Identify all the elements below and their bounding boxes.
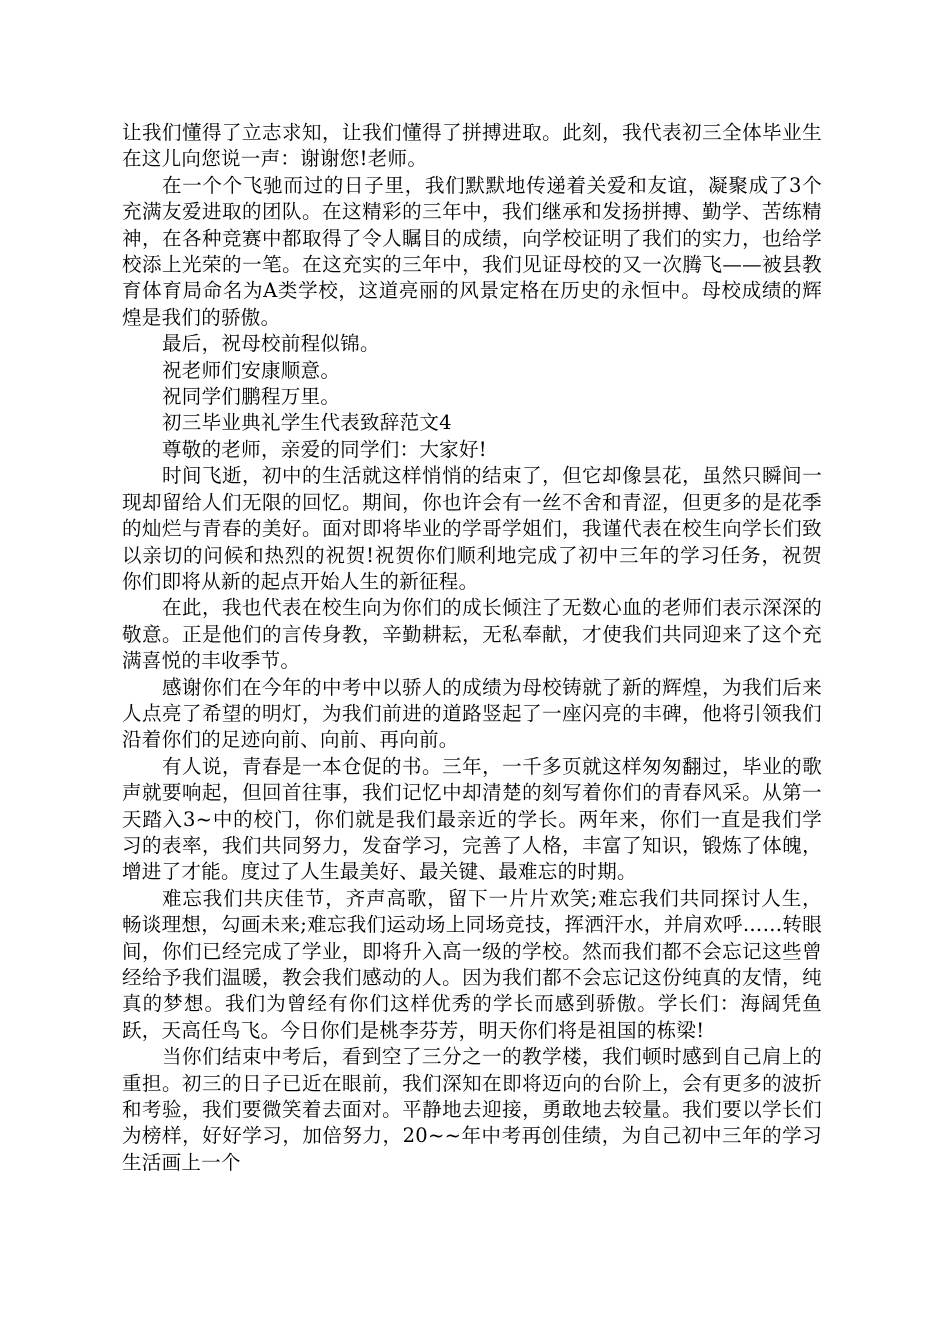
body-paragraph: 初三毕业典礼学生代表致辞范文4 xyxy=(161,411,452,435)
body-paragraph: 时间飞逝，初中的生活就这样悄悄的结束了，但它却像昙花，虽然只瞬间一现却留给人们无限的回忆。期间，你也许会有一丝不舍和青涩，但更多的是花季的灿烂与青春的美好。面对即将毕业的学哥学姐们，我谨代表在校生向学长们致以亲切的问候和热烈的祝贺!祝贺你们顺利地完成了初中三年的学习任务，祝贺你们即将从新的起点开始人生的新征程。 xyxy=(122,464,822,593)
body-paragraph: 祝老师们安康顺意。 xyxy=(161,358,341,382)
body-paragraph: 尊敬的老师，亲爱的同学们：大家好! xyxy=(161,437,487,461)
body-paragraph: 有人说，青春是一本仓促的书。三年，一千多页就这样匆匆翻过，毕业的歌声就要响起，但回首往事，我们记忆中却清楚的刻写着你们的青春风采。从第一天踏入3~中的校门，你们就是我们最亲近的学长。两年来，你们一直是我们学习的表率，我们共同努力，发奋学习，完善了人格，丰富了知识，锻炼了体魄，增进了才能。度过了人生最美好、最关键、最难忘的时期。 xyxy=(122,754,822,884)
body-paragraph: 让我们懂得了立志求知，让我们懂得了拼搏进取。此刻，我代表初三全体毕业生在这儿向您说一声：谢谢您!老师。 xyxy=(122,121,822,171)
body-paragraph: 当你们结束中考后，看到空了三分之一的教学楼，我们顿时感到自己肩上的重担。初三的日子已近在眼前，我们深知在即将迈向的台阶上，会有更多的波折和考验，我们要微笑着去面对。平静地去迎接，勇敢地去较量。我们要以学长们为榜样，好好学习，加倍努力，20~~年中考再创佳绩，为自己初中三年的学习生活画上一个 xyxy=(122,1045,822,1174)
document-body xyxy=(122,120,822,1176)
body-paragraph: 在一个个飞驰而过的日子里，我们默默地传递着关爱和友谊，凝聚成了3个充满友爱进取的团队。在这精彩的三年中，我们继承和发扬拼搏、勤学、苦练精神，在各种竞赛中都取得了令人瞩目的成绩，向学校证明了我们的实力，也给学校添上光荣的一笔。在这充实的三年中，我们见证母校的又一次腾飞——被县教育体育局命名为A类学校，这道亮丽的风景定格在历史的永恒中。母校成绩的辉煌是我们的骄傲。 xyxy=(122,173,822,329)
body-paragraph: 难忘我们共庆佳节，齐声高歌，留下一片片欢笑;难忘我们共同探讨人生，畅谈理想，勾画未来;难忘我们运动场上同场竞技，挥洒汗水，并肩欢呼……转眼间，你们已经完成了学业，即将升入高一级的学校。然而我们都不会忘记这些曾经给予我们温暖，教会我们感动的人。因为我们都不会忘记这份纯真的友情，纯真的梦想。我们为曾经有你们这样优秀的学长而感到骄傲。学长们：海阔凭鱼跃，天高任鸟飞。今日你们是桃李芬芳，明天你们将是祖国的栋梁! xyxy=(122,886,822,1042)
body-paragraph: 祝同学们鹏程万里。 xyxy=(161,385,341,409)
body-paragraph: 感谢你们在今年的中考中以骄人的成绩为母校铸就了新的辉煌，为我们后来人点亮了希望的明灯，为我们前进的道路竖起了一座闪亮的丰碑，他将引领我们沿着你们的足迹向前、向前、再向前。 xyxy=(122,675,822,752)
body-paragraph: 在此，我也代表在校生向为你们的成长倾注了无数心血的老师们表示深深的敬意。正是他们的言传身教，辛勤耕耘，无私奉献，才使我们共同迎来了这个充满喜悦的丰收季节。 xyxy=(122,596,822,673)
body-paragraph: 最后，祝母校前程似锦。 xyxy=(161,332,380,356)
